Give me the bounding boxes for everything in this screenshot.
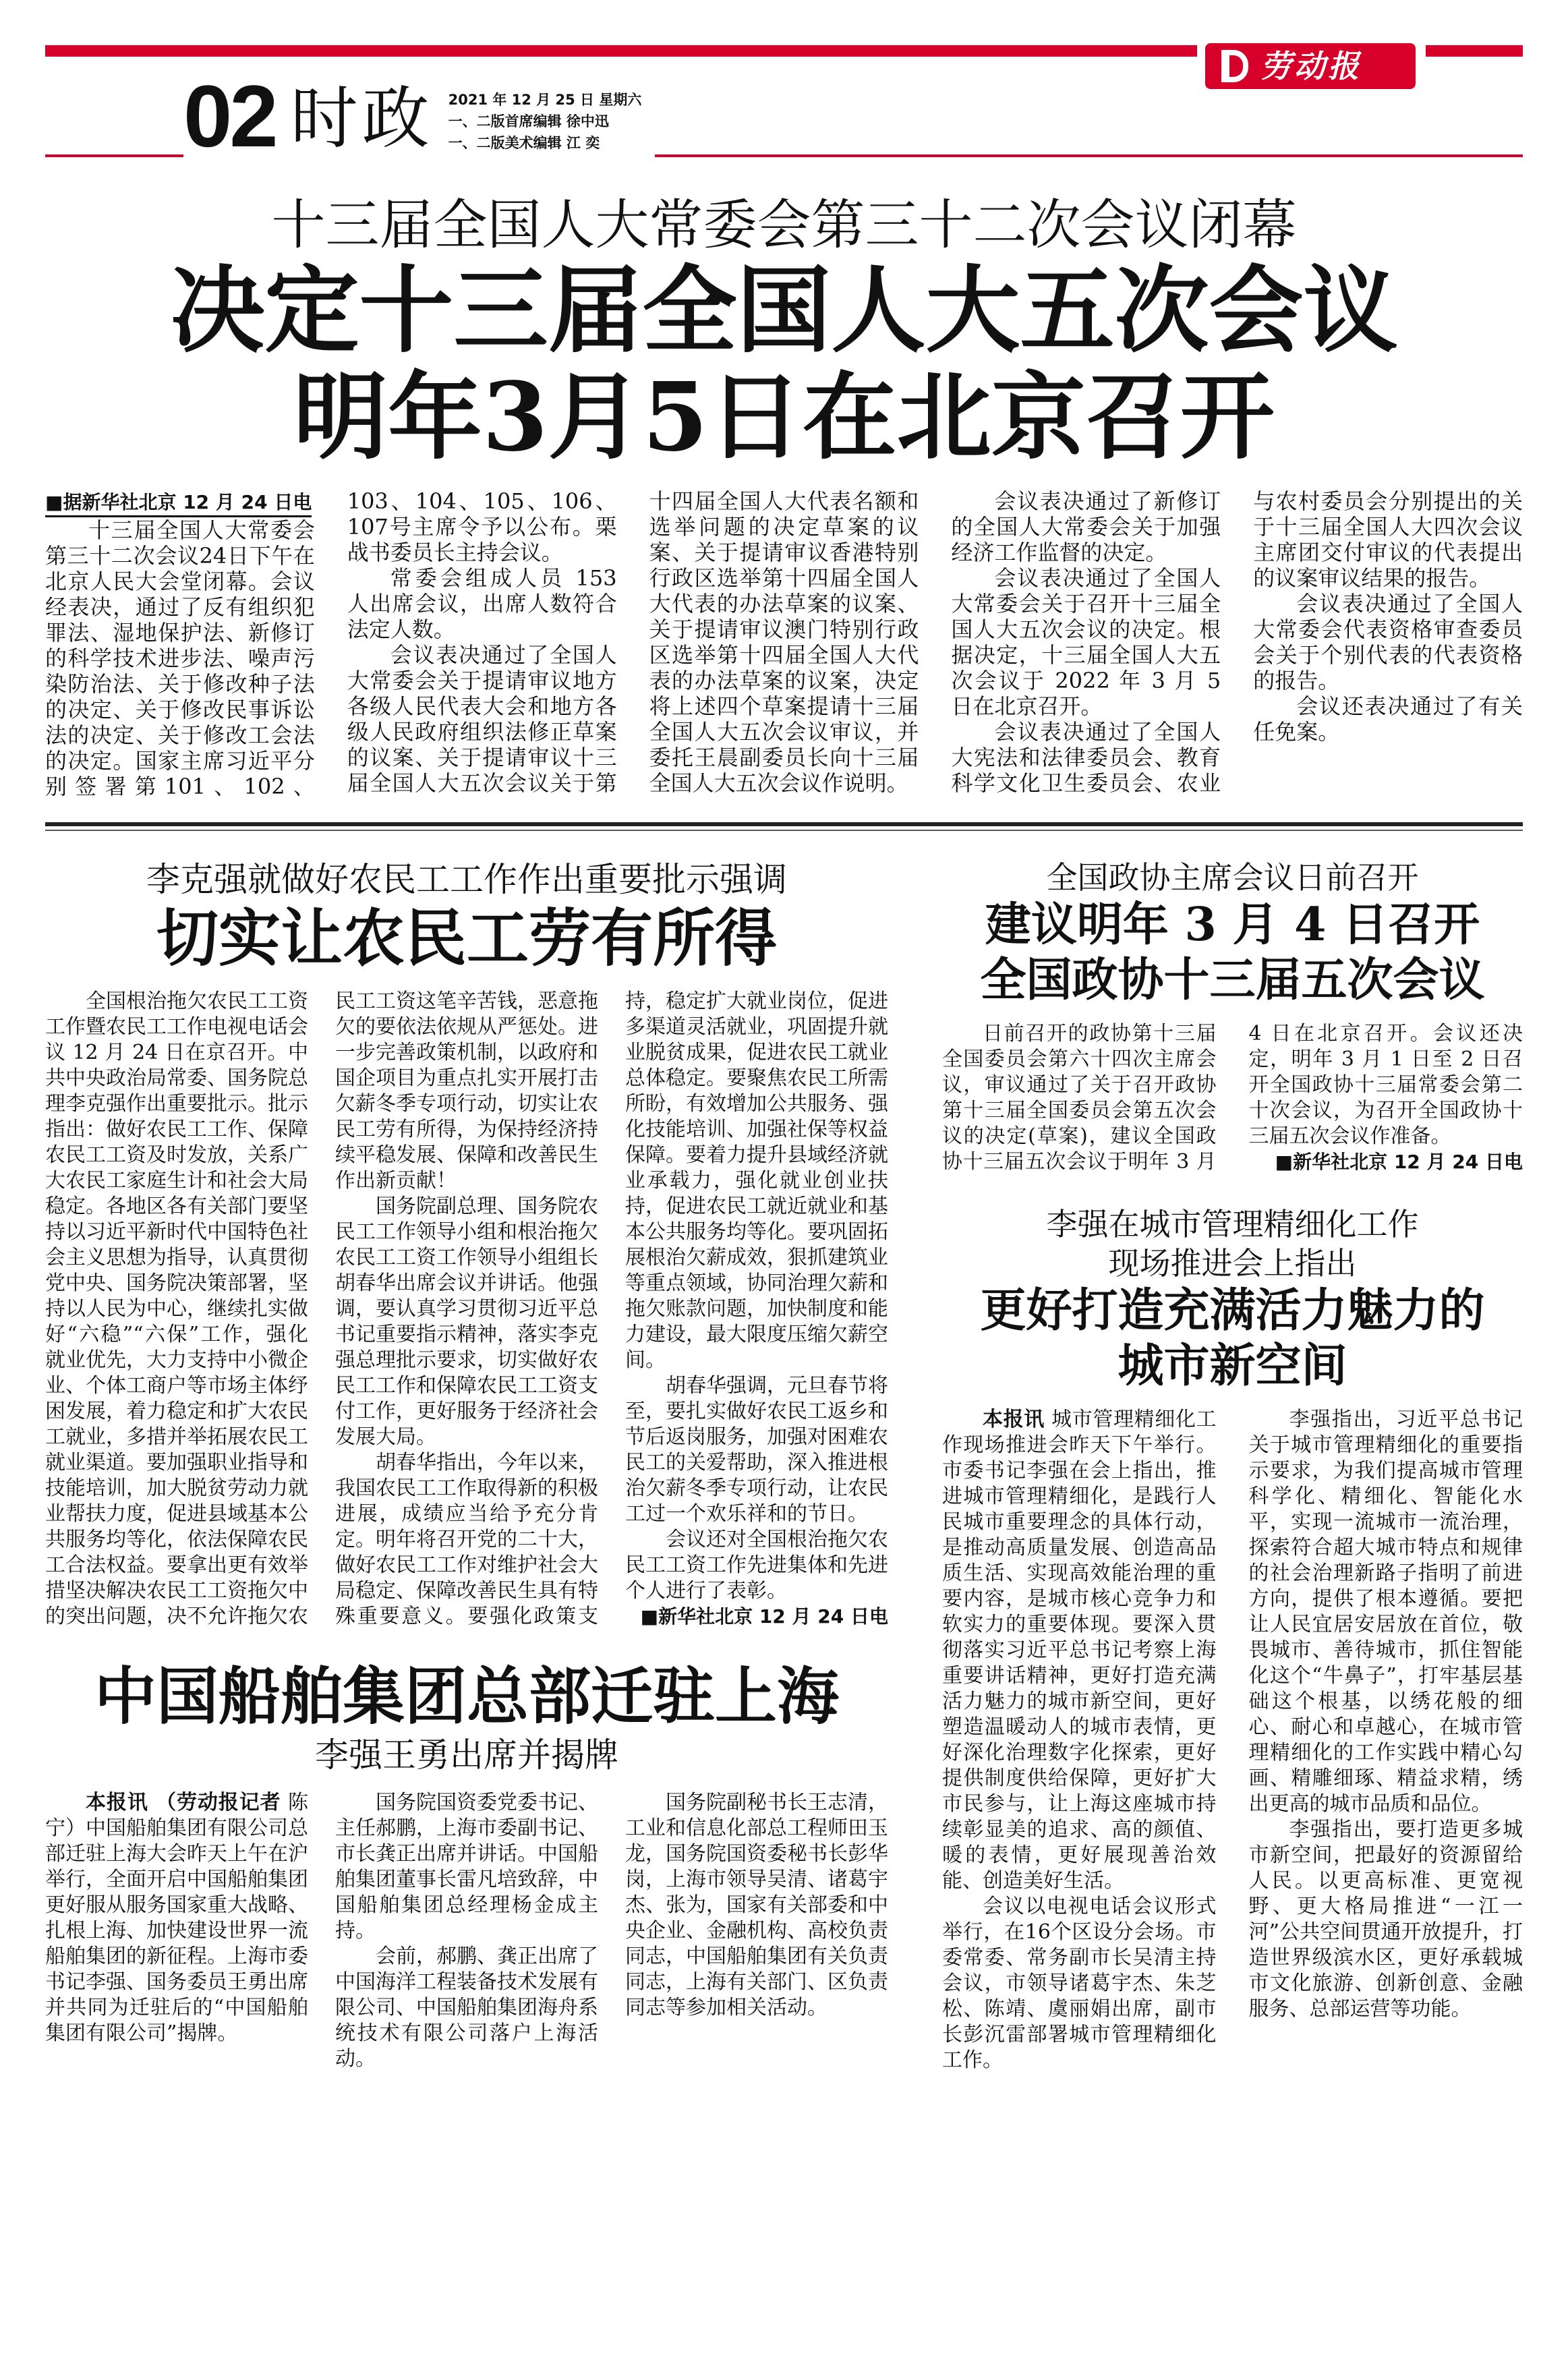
cppcc-headline-line2: 全国政协十三届五次会议	[980, 953, 1485, 1007]
lead-headline-line2: 明年3月5日在北京召开	[293, 362, 1275, 473]
city-body	[942, 1407, 1523, 2073]
issue-meta	[448, 89, 642, 158]
cppcc-dateline: ■新华社北京 12 月 24 日电	[1275, 1151, 1523, 1173]
paragraph: 城市管理精细化工作现场推进会昨天下午举行。市委书记李强在会上指出，推进城市管理精细化，是践行人民城市重要理念的具体行动，是推动高质量发展、创造高品质生活、实现高效能治理的重要内容，是城市核心竞争力和软实力的重要体现。要深入贯彻落实习近平总书记考察上海重要讲话精神，更好打造充满活力魅力的城市新空间，更好塑造温暖动人的城市表情，更好深化治理数字化探索，更好提供制度供给保障，更好扩大市民参与，让上海这座城市持续彰显美的追求、高的颜值、暖的表情，更好展现善治效能、创造美好生活。	[942, 1408, 1217, 1893]
logo-b-icon	[1221, 50, 1248, 82]
migrant-body	[45, 989, 888, 1630]
page-header	[183, 67, 655, 165]
ship-story	[45, 1659, 888, 2072]
top-red-rule	[45, 45, 1197, 57]
logo-text: 劳动报	[1260, 48, 1362, 84]
paragraph: 会议还对全国根治拖欠农民工工资工作先进集体和先进个人进行了表彰。	[625, 1528, 888, 1603]
paragraph: 国务院副秘书长王志清，工业和信息化部总工程师田玉龙，国务院国资委秘书长彭华岗，上海市领导吴清、诸葛宇杰、张为，国家有关部委和中央企业、金融机构、高校负责同志，中国船舶集团有关负责同志，上海有关部门、区负责同志等参加相关活动。	[625, 1791, 888, 2019]
lead-dateline: ■据新华社北京 12 月 24 日电	[45, 490, 312, 517]
paragraph: 会议以电视电话会议形式举行，在16个区设分会场。市委常委、常务副市长吴清主持会议，市领导诸葛宇杰、朱芝松、陈靖、虞丽娟出席，副市长彭沉雷部署城市管理精细化工作。	[942, 1895, 1217, 2072]
city-headline-line2: 城市新空间	[1117, 1339, 1347, 1393]
paragraph: 胡春华强调，元旦春节将至，要扎实做好农民工返乡和节后返岗服务，加强对困难农民工的关爱帮助，深入推进根治欠薪冬季专项行动，让农民工过一个欢乐祥和的节日。	[625, 1374, 888, 1526]
city-kicker-line1: 李强在城市管理精细化工作	[1046, 1206, 1419, 1242]
paragraph: 会前，郝鹏、龚正出席了中国海洋工程装备技术发展有限公司、中国船舶集团海舟系统技术有限公司落户上海活动。	[335, 1945, 598, 2071]
paragraph: 会议表决通过了全国人大常委会关于召开十三届全国人大五次会议的决定。根据决定，十三届全国人大五次会议于 2022 年 3 月 5 日在北京召开。	[951, 565, 1221, 719]
section-title: 时政	[290, 79, 434, 158]
paragraph: 会议表决通过了新修订的全国人大常委会关于加强经济工作监督的决定。	[951, 488, 1221, 565]
paragraph: 陈 宁）中国船舶集团有限公司总部迁驻上海大会昨天上午在沪举行，全面开启中国船舶集团更好服从服务国家重大战略、扎根上海、加快建设世界一流船舶集团的新征程。上海市委书记李强、国务委员王勇出席并共同为迁驻后的“中国船舶集团有限公司”揭牌。	[45, 1791, 308, 2045]
page-content	[45, 193, 1523, 2073]
ship-headline: 中国船舶集团总部迁驻上海	[94, 1660, 839, 1733]
city-lead: 本报讯	[983, 1408, 1045, 1431]
newspaper-logo	[1205, 43, 1416, 89]
lead-headline-line1: 决定十三届全国人大五次会议	[170, 256, 1398, 366]
lead-kicker: 十三届全国人大常委会第三十二次会议闭幕	[271, 194, 1297, 256]
chief-editor: 一、二版首席编辑 徐中迅	[448, 113, 609, 130]
paragraph: 李强指出，要打造更多城市新空间，把最好的资源留给人民。以更高标准、更宽视野、更大格局推进“一江一河”公共空间贯通开放提升，打造世界级滨水区，更好承载城市文化旅游、创新创意、金融服务、总部运营等功能。	[1248, 1818, 1523, 2021]
migrant-headline: 切实让农民工劳有所得	[156, 902, 777, 975]
paragraph: 国务院副总理、国务院农民工工作领导小组和根治拖欠农民工工资工作领导小组组长胡春华出席会议并讲话。他强调，要认真学习贯彻习近平总书记重要指示精神，落实李克强总理批示要求，切实做好农民工工作和保障农民工工资支付工作，更好服务于经济社会发展大局。	[335, 1195, 598, 1449]
paragraph: 会议还表决通过了有关任免案。	[1253, 693, 1523, 745]
issue-date: 2021 年 12 月 25 日 星期六	[448, 92, 642, 108]
ship-body	[45, 1790, 888, 2072]
ship-lead: 本报讯 （劳动报记者	[86, 1791, 281, 1814]
lower-section	[45, 858, 1523, 2073]
paragraph: 日前召开的政协第十三届全国委员会第六十四次主席会议，审议通过了关于召开政协第十三届全国委员会第五次会议的决定(草案)，建议全国政协十三届五次会议于明年 3 月 4 日在北京召开。会议还决定，明年 3 月 1 日至 2 日召开全国政协十三届常委会第二十次会议，为召开全国政协十三届五次会议作准备。	[942, 1022, 1523, 1174]
lead-body	[45, 488, 1523, 799]
left-column	[45, 858, 888, 2072]
lead-story	[45, 193, 1523, 799]
paragraph: 李强指出，习近平总书记关于城市管理精细化的重要指示要求，为我们提高城市管理科学化、精细化、智能化水平，实现一流城市一流治理，探索符合超大城市特点和规律的社会治理新路子指明了前进方向，提供了根本遵循。要把让人民宜居安居放在首位，敬畏城市、善待城市，抓住智能化这个“牛鼻子”，打牢基层基础这个根基，以绣花般的细心、耐心和卓越心，在城市管理精细化的工作实践中精心勾画、精雕细琢、精益求精，绣出更高的城市品质和品位。	[1248, 1408, 1523, 1816]
page-number: 02	[183, 67, 276, 165]
art-editor: 一、二版美术编辑 江 奕	[448, 135, 600, 151]
city-headline-line1: 更好打造充满活力魅力的	[980, 1284, 1485, 1338]
city-story	[942, 1205, 1523, 2073]
paragraph: 会议表决通过了全国人大常委会关于提请审议地方各级人民代表大会和地方各级人民政府组织法修正草案的议案、关于提请审议十三届全国人大五次会议关于第十四届全国人大代表名额和选举问题的决定草案的议案、关于提请审议香港特别行政区选举第十四届全国人大代表的办法草案的议案、关于提请审议澳门特别行政区选举第十四届全国人大代表的办法草案的议案，决定将上述四个草案提请十三届全国人大五次会议审议，并委托王晨副委员长向十三届全国人大五次会议作说明。	[347, 488, 919, 796]
cppcc-headline-line1: 建议明年 3 月 4 日召开	[985, 898, 1480, 952]
ship-subhead: 李强王勇出席并揭牌	[315, 1735, 618, 1775]
section-divider-thin	[45, 830, 1523, 831]
right-column	[942, 858, 1523, 2073]
section-divider-thick	[45, 822, 1523, 826]
cppcc-kicker: 全国政协主席会议日前召开	[1046, 859, 1419, 896]
migrant-kicker: 李克强就做好农民工工作作出重要批示强调	[146, 860, 787, 899]
city-kicker-line2: 现场推进会上指出	[1108, 1245, 1357, 1282]
paragraph: 国务院国资委党委书记、主任郝鹏，上海市委副书记、市长龚正出席并讲话。中国船舶集团董事长雷凡培致辞，中国船舶集团总经理杨金成主持。	[335, 1791, 598, 1943]
top-red-rule-right	[1426, 45, 1523, 57]
paragraph: 十三届全国人大常委会第三十二次会议24日下午在北京人民大会堂闭幕。会议经表决，通过了反有组织犯罪法、湿地保护法、新修订的科学技术进步法、噪声污染防治法、关于修改种子法的决定、关于修改民事诉讼法的决定、关于修改工会法的决定。国家主席习近平分别签署第101、102、103、104、105、106、107号主席令予以公布。栗战书委员长主持会议。	[45, 488, 617, 799]
paragraph: 常委会组成人员 153 人出席会议，出席人数符合法定人数。	[347, 565, 617, 642]
cppcc-body	[942, 1021, 1523, 1175]
paragraph: 胡春华指出，今年以来，我国农民工工作取得新的积极进展，成绩应当给予充分肯定。明年将召开党的二十大，做好农民工工作对维护社会大局稳定、保障改善民生具有特殊重要意义。要强化政策支持，稳定扩大就业岗位，促进多渠道灵活就业，巩固提升就业脱贫成果，促进农民工就业总体稳定。要聚焦农民工所需所盼，有效增加公共服务、强化技能培训、加强社保等权益保障。要着力提升县域经济就业承载力，强化就业创业扶持，促进农民工就近就业和基本公共服务均等化。要巩固拓展根治欠薪成效，狠抓建筑业等重点领域，协同治理欠薪和拖欠账款问题，加快制度和能力建设，最大限度压缩欠薪空间。	[335, 989, 888, 1628]
paragraph: 会议表决通过了全国人大宪法和法律委员会、教育科学文化卫生委员会、农业与农村委员会分别提出的关于十三届全国人大四次会议主席团交付审议的代表提出的议案审议结果的报告。	[951, 488, 1523, 796]
migrant-dateline: ■新华社北京 12 月 24 日电	[640, 1605, 888, 1628]
paragraph: 会议表决通过了全国人大常委会代表资格审查委员会关于个别代表的代表资格的报告。	[1253, 591, 1523, 693]
paragraph: 全国根治拖欠农民工工资工作暨农民工工作电视电话会议 12 月 24 日在京召开。中共中央政治局常委、国务院总理李克强作出重要批示。批示指出：做好农民工工作、保障农民工工资及时发放，关系广大农民工家庭生计和社会大局稳定。各地区各有关部门要坚持以习近平新时代中国特色社会主义思想为指导，认真贯彻党中央、国务院决策部署，坚持以人民为中心，继续扎实做好“六稳”“六保”工作，强化就业优先，大力支持中小微企业、个体工商户等市场主体纾困发展，着力稳定和扩大农民工就业，多措并举拓展农民工就业渠道。要加强职业指导和技能培训，加大脱贫劳动力就业帮扶力度，促进县域基本公共服务均等化，依法保障农民工合法权益。要拿出更有效举措坚决解决农民工工资拖欠中的突出问题，决不允许拖欠农民工工资这笔辛苦钱，恶意拖欠的要依法依规从严惩处。进一步完善政策机制，以政府和国企项目为重点扎实开展打击欠薪冬季专项行动，切实让农民工劳有所得，为保持经济持续平稳发展、保障和改善民生作出新贡献！	[45, 989, 598, 1628]
